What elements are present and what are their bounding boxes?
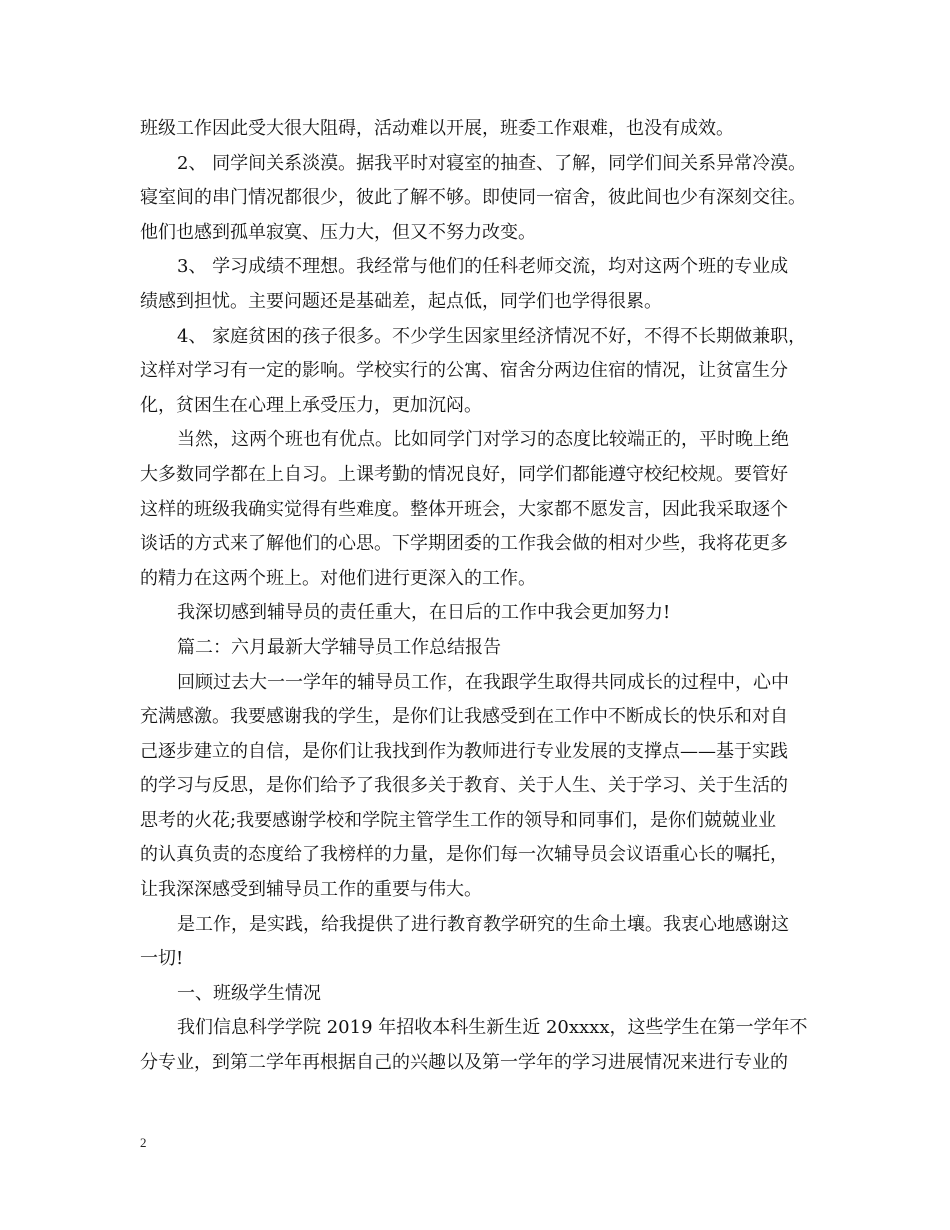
paragraph (140, 112, 830, 147)
paragraph-item-4 (140, 320, 830, 424)
paragraph (140, 666, 830, 908)
text-line: 的学习与反思，是你们给予了我很多关于教育、关于人生、关于学习、关于生活的 (140, 775, 788, 797)
text-line: 大多数同学都在上自习。上课考勤的情况良好，同学们都能遵守校纪校规。要管好 (140, 463, 788, 485)
text-line: 4、 家庭贫困的孩子很多。不少学生因家里经济情况不好，不得不长期做兼职， (177, 325, 807, 347)
text-line: 我们信息科学学院 2019 年招收本科生新生近 20xxxx，这些学生在第一学年不 (177, 1017, 808, 1039)
text-line: 绩感到担忧。主要问题还是基础差，起点低，同学们也学得很累。 (140, 290, 662, 312)
text-line: 一、班级学生情况 (177, 982, 321, 1004)
text-line: 这样对学习有一定的影响。学校实行的公寓、宿舍分两边住宿的情况，让贫富生分 (140, 360, 788, 382)
paragraph (140, 423, 830, 596)
text-line: 回顾过去大一一学年的辅导员工作，在我跟学生取得共同成长的过程中，心中 (177, 671, 789, 693)
section-heading (140, 977, 830, 1012)
text-line: 谈话的方式来了解他们的心思。下学期团委的工作我会做的相对少些，我将花更多 (140, 533, 788, 555)
paragraph-item-3 (140, 250, 830, 319)
text-line: 他们也感到孤单寂寞、压力大，但又不努力改变。 (140, 221, 536, 243)
paragraph (140, 908, 830, 977)
section-heading (140, 631, 830, 666)
paragraph (140, 596, 830, 631)
paragraph (140, 1011, 830, 1080)
text-line: 的精力在这两个班上。对他们进行更深入的工作。 (140, 567, 536, 589)
text-line: 3、 学习成绩不理想。我经常与他们的任科老师交流，均对这两个班的专业成 (177, 256, 789, 278)
text-line: 一切! (140, 948, 184, 970)
document-body (140, 112, 830, 1081)
text-line: 的认真负责的态度给了我榜样的力量，是你们每一次辅导员会议语重心长的嘱托， (140, 844, 788, 866)
text-line: 化，贫困生在心理上承受压力，更加沉闷。 (140, 394, 482, 416)
text-line: 我深切感到辅导员的责任重大，在日后的工作中我会更加努力! (177, 602, 671, 624)
paragraph-item-2 (140, 147, 830, 251)
text-line: 班级工作因此受大很大阻碍，活动难以开展，班委工作艰难，也没有成效。 (140, 118, 734, 139)
text-line: 分专业，到第二学年再根据自己的兴趣以及第一学年的学习进展情况来进行专业的 (140, 1052, 788, 1074)
text-line: 是工作，是实践，给我提供了进行教育教学研究的生命土壤。我衷心地感谢这 (177, 913, 789, 935)
page-number: 2 (140, 1135, 147, 1150)
text-line: 当然，这两个班也有优点。比如同学门对学习的态度比较端正的，平时晚上绝 (177, 429, 789, 451)
text-line: 己逐步建立的自信，是你们让我找到作为教师进行专业发展的支撑点——基于实践 (140, 740, 788, 762)
text-line: 2、 同学间关系淡漠。据我平时对寝室的抽查、了解，同学们间关系异常冷漠。 (177, 152, 807, 174)
text-line: 充满感激。我要感谢我的学生，是你们让我感受到在工作中不断成长的快乐和对自 (140, 706, 788, 728)
text-line: 寝室间的串门情况都很少，彼此了解不够。即使同一宿舍，彼此间也少有深刻交往。 (140, 187, 806, 209)
text-line: 思考的火花;我要感谢学校和学院主管学生工作的领导和同事们，是你们兢兢业业 (140, 809, 777, 831)
text-line: 让我深深感受到辅导员工作的重要与伟大。 (140, 879, 482, 901)
text-line: 篇二：六月最新大学辅导员工作总结报告 (177, 636, 501, 658)
text-line: 这样的班级我确实觉得有些难度。整体开班会，大家都不愿发言，因此我采取逐个 (140, 498, 788, 520)
